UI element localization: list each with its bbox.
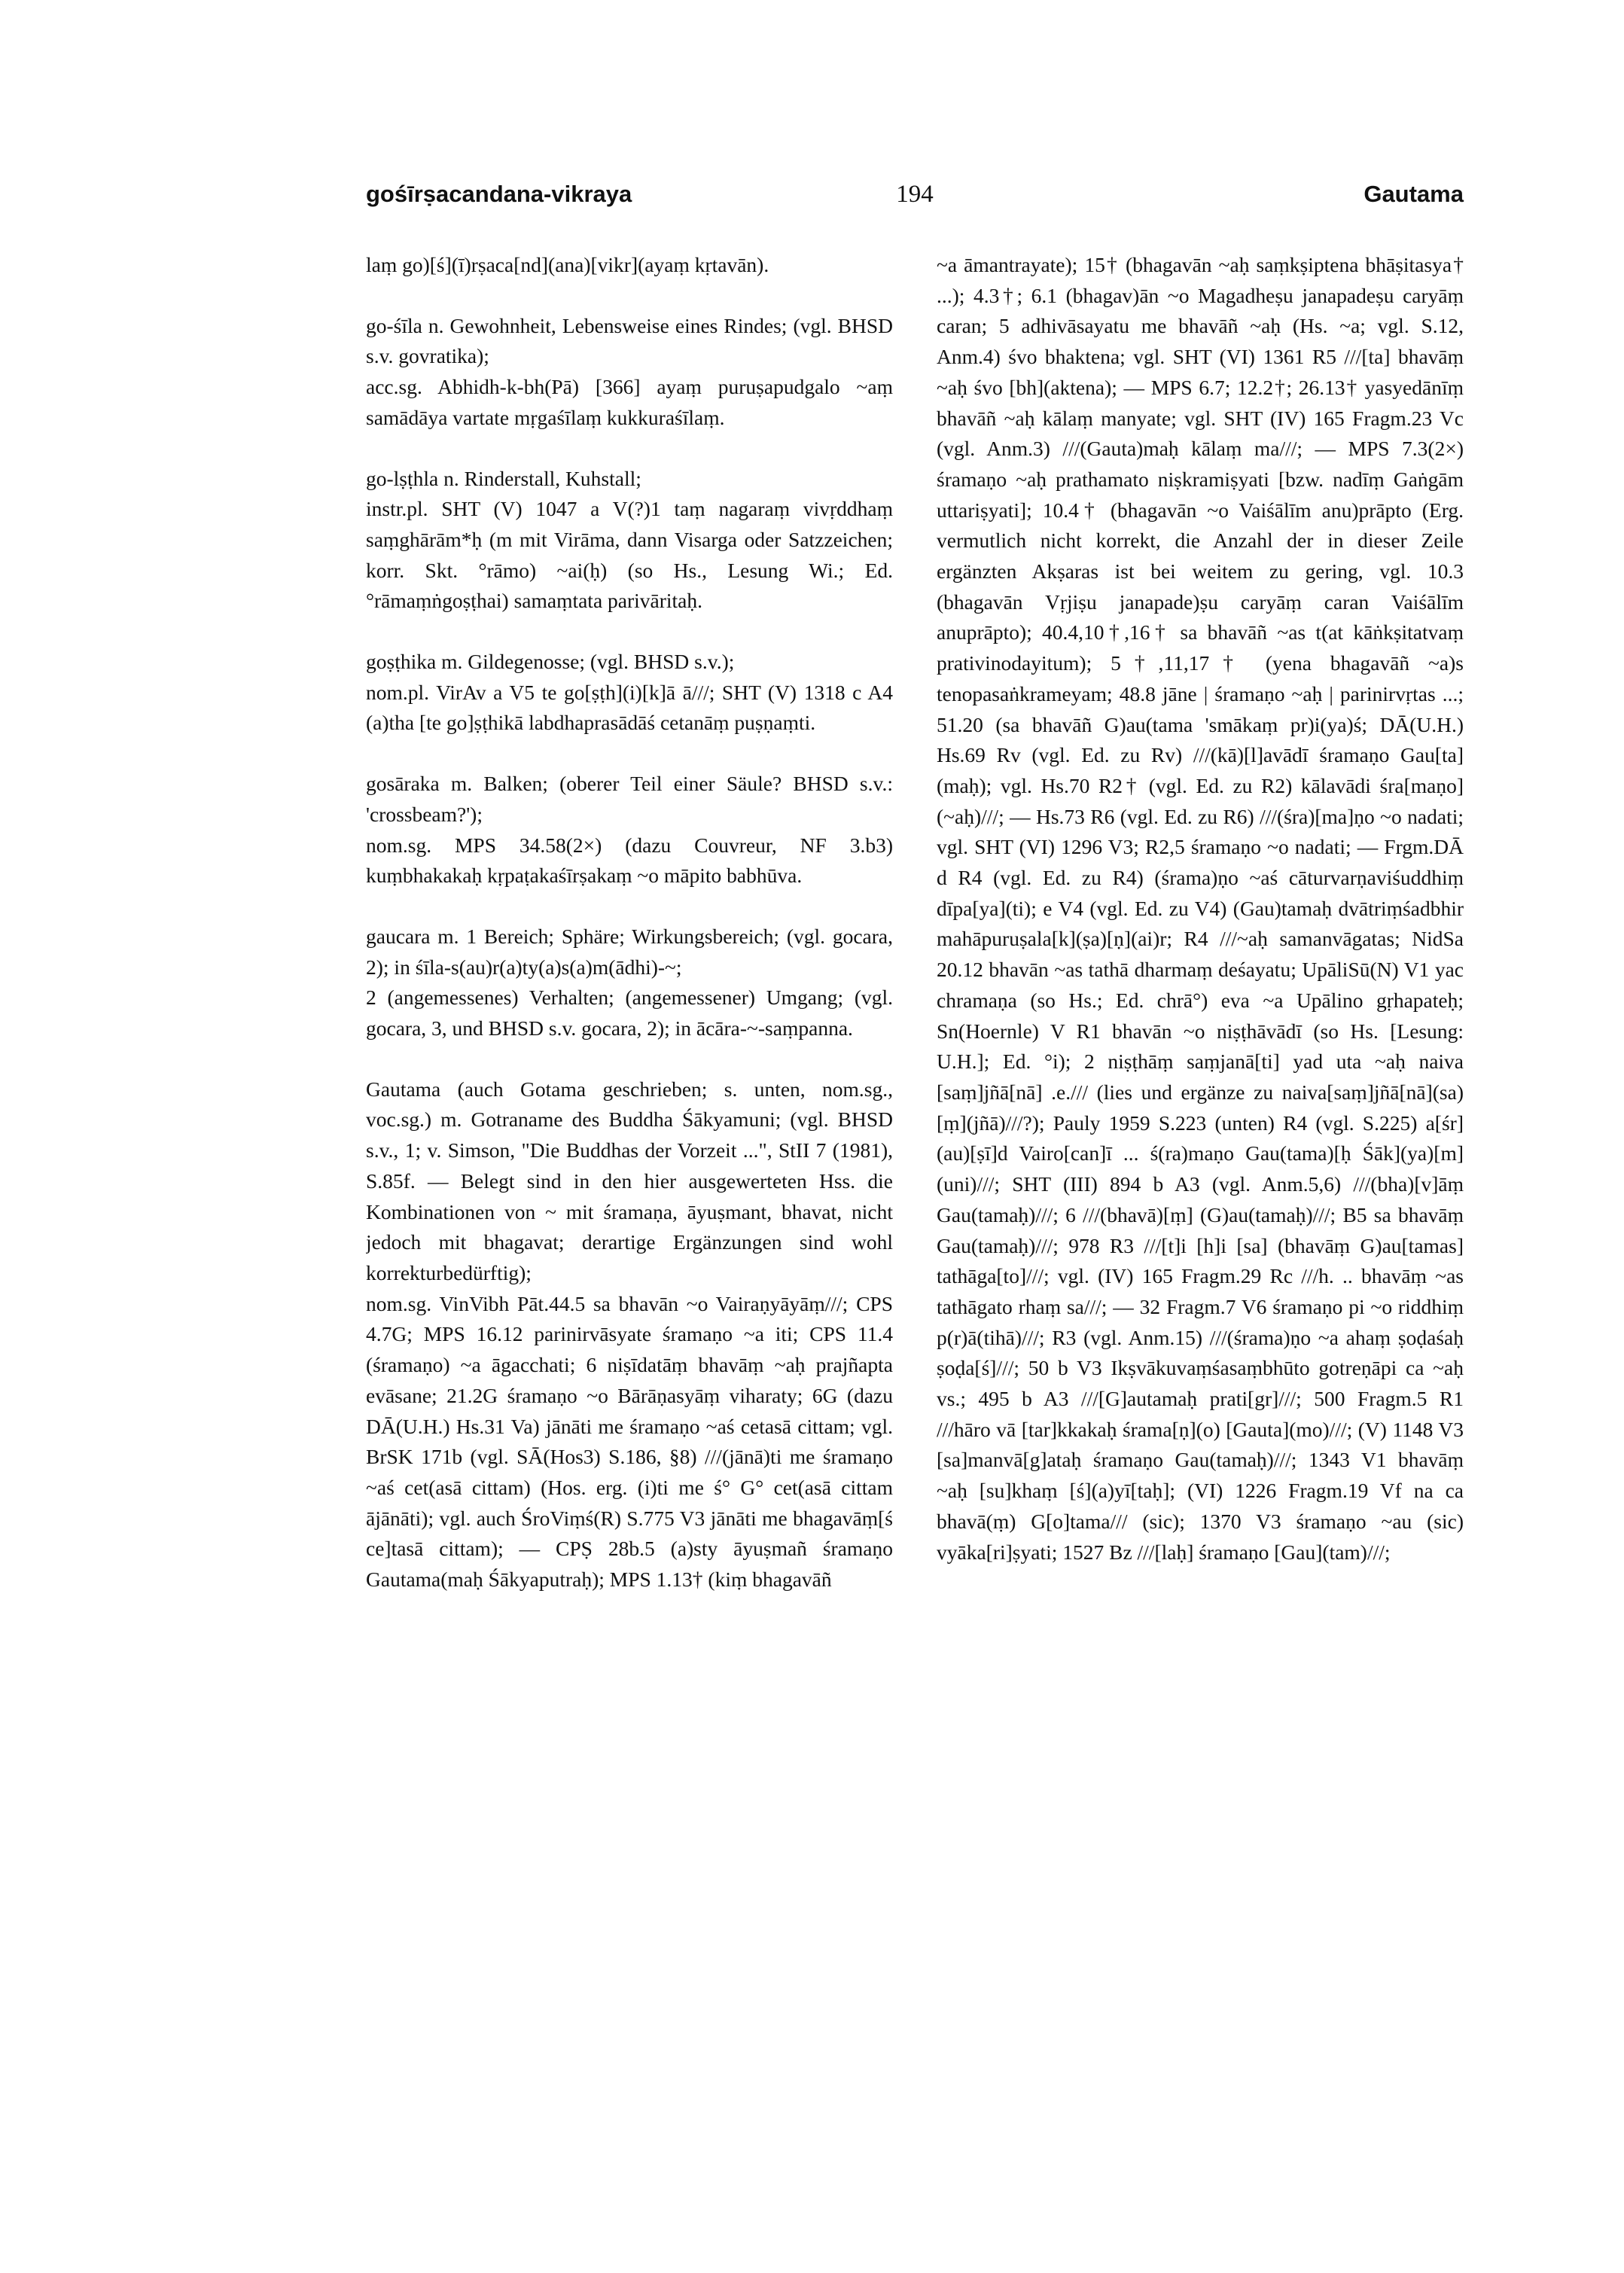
entry-headword-line: go-lṣṭhla n. Rinderstall, Kuhstall; xyxy=(366,466,641,490)
entry-gap xyxy=(366,1044,893,1074)
entry-gautama xyxy=(366,1074,893,1595)
entry-gap xyxy=(366,617,893,647)
entry-cont xyxy=(366,250,893,281)
entry-goSthla xyxy=(366,464,893,617)
entry-citation: acc.sg. Abhidh-k-bh(Pā) [366] ayaṃ puruṣapudgalo ~aṃ samādāya vartate mṛgaśīlaṃ kukkuraśīlaṃ. xyxy=(366,375,893,429)
header-right-entry: Gautama xyxy=(1363,181,1464,207)
entry-headword-line: goṣṭhika m. Gildegenosse; (vgl. BHSD s.v.); xyxy=(366,650,735,674)
entry-citation: nom.sg. MPS 34.58(2×) (dazu Couvreur, NF 3.b3) kuṃbhakakaḥ kṛpaṭakaśīrṣakaṃ ~o māpito babhūva. xyxy=(366,833,893,888)
entry-gosaraka xyxy=(366,769,893,891)
entry-headword-line: go-śīla n. Gewohnheit, Lebensweise eines Rindes; (vgl. BHSD s.v. govratika); xyxy=(366,313,893,368)
entry-gaucara xyxy=(366,922,893,1044)
entry-gap xyxy=(366,739,893,769)
gautama-entry-continued: ~a āmantrayate); 15† (bhagavān ~aḥ saṃkṣiptena bhāṣitasya† ...); 4.3†; 6.1 (bhagav)ān ~o Magadheṣu janapadeṣu caryāṃ caran; 5 adhivāsayatu me bhavāñ ~aḥ (Hs. ~a; vgl. S.12, Anm.4) śvo bhaktena; vgl. SHT (VI) 1361 R5 ///[ta] bhavāṃ ~aḥ śvo [bh](aktena); — MPS 6.7; 12.2†; 26.13† yasyedānīṃ bhavāñ ~aḥ kālaṃ manyate; vgl. SHT (IV) 165 Fragm.23 Vc (vgl. Anm.3) ///(Gauta)maḥ kālaṃ ma///; — MPS 7.3(2×) śramaṇo ~aḥ prathamato niṣkramiṣyati [bzw. nadīṃ Gaṅgām uttariṣyati]; 10.4† (bhagavān ~o Vaiśālīm anu)prāpto (Erg. vermutlich nicht korrekt, die Anzahl der in dieser Zeile ergänzten Akṣaras ist bei weitem zu gering, vgl. 10.3 (bhagavān Vṛjiṣu janapade)ṣu caryāṃ caran Vaiśālīm anuprāpto); 40.4,10†,16† sa bhavāñ ~as t(at kāṅkṣitatvaṃ prativinodayitum); 5†,11,17† (yena bhagavāñ ~a)s tenopasaṅkrameyam; 48.8 jāne | śramaṇo ~aḥ | parinirvṛtas ...; 51.20 (sa bhavāñ G)au(tama 'smākaṃ pr)i(ya)ś; DĀ(U.H.) Hs.69 Rv (vgl. Ed. zu Rv) ///(kā)[l]avādī śramaṇo Gau[ta](maḥ); vgl. Hs.70 R2† (vgl. Ed. zu R2) kālavādi śra[maṇo] (~aḥ)///; — Hs.73 R6 (vgl. Ed. zu R6) ///(śra)[ma]ṇo ~o nadati; vgl. SHT (VI) 1296 V3; R2,5 śramaṇo ~o nadati; — Frgm.DĀ d R4 (vgl. Ed. zu R4) (śrama)ṇo ~aś cāturvarṇaviśuddhiṃ dīpa[ya](ti); e V4 (vgl. Ed. zu V4) (Gau)tamaḥ dvātriṃśadbhir mahāpuruṣala[k](ṣa)[ṇ](ai)r; R4 ///~aḥ samanvāgatas; NidSa 20.12 bhavān ~as tathā dharmaṃ deśayatu; UpāliSū(N) V1 yac chramaṇa (so Hs.; Ed. chrā°) eva ~a Upālino gṛhapateḥ; Sn(Hoernle) V R1 bhavān ~o niṣṭhāvādī (so Hs. [Lesung: U.H.]; Ed. °i); 2 niṣṭhāṃ saṃjanā[ti] yad uta ~aḥ naiva [saṃ]jñā[nā] .e./// (lies und ergänze zu naiva[saṃ]jñā[nā](sa)[ṃ](jñā)///?); Pauly 1959 S.223 (unten) R4 (vgl. S.225) a[śr](au)[ṣī]d Vairo[can]ī ... ś(ra)maṇo Gau(tama)[ḥ Śāk](ya)[m](uni)///; SHT (III) 894 b A3 (vgl. Anm.5,6) ///(bha)[v]āṃ Gau(tamaḥ)///; 6 ///(bhavā)[ṃ] (G)au(tamaḥ)///; B5 sa bhavāṃ Gau(tamaḥ)///; 978 R3 ///[t]i [h]i [sa] (bhavāṃ G)au[tamas] tathāga[to]///; vgl. (IV) 165 Fragm.29 Rc ///h. .. bhavāṃ ~as tathāgato rhaṃ sa///; — 32 Fragm.7 V6 śramaṇo pi ~o riddhiṃ p(r)ā(tihā)///; R3 (vgl. Anm.15) ///(śrama)ṇo ~a ahaṃ ṣoḍaśaḥ ṣoḍa[ś]///; 50 b V3 Ikṣvākuvaṃśasaṃbhūto gotreṇāpi ca ~aḥ vs.; 495 b A3 ///[G]autamaḥ prati[gr]///; 500 Fragm.5 R1 ///hāro vā [tar]kkakaḥ śrama[ṇ](o) [Gauta](mo)///; (V) 1148 V3 [sa]manvā[g]ataḥ śramaṇo Gau(tamaḥ)///; 1343 V1 bhavāṃ ~aḥ [su]khaṃ [ś](a)yī[taḥ]; (VI) 1226 Fragm.19 Vf na ca bhavā(ṃ) G[o]tama/// (sic); 1370 V3 śramaṇo ~au (sic) vyāka[ri]ṣyati; 1527 Bz ///[laḥ] śramaṇo [Gau](tam)///; xyxy=(937,253,1464,1564)
page-number: 194 xyxy=(896,181,934,208)
entry-headword-line: gaucara m. 1 Bereich; Sphäre; Wirkungsbereich; (vgl. gocara, 2); in śīla-s(au)r(a)ty(a)s(a)m(ādhi)-~; xyxy=(366,924,893,979)
entry-gap xyxy=(366,891,893,922)
entry-citation: instr.pl. SHT (V) 1047 a V(?)1 taṃ nagaraṃ vivṛddhaṃ saṃghārām*ḥ (m mit Virāma, dann Visarga oder Satzzeichen; korr. Skt. °rāmo) ~ai(ḥ) (so Hs., Lesung Wi.; Ed. °rāmaṃṅgoṣṭhai) samaṃtata parivāritaḥ. xyxy=(366,497,893,613)
entry-citation: nom.pl. VirAv a V5 te go[ṣṭh](i)[k]ā ā///; SHT (V) 1318 c A4 (a)tha [te go]ṣṭhikā labdhaprasādāś cetanāṃ puṣṇaṃti. xyxy=(366,680,893,735)
entry-headword-line: laṃ go)[ś](ī)rṣaca[nd](ana)[vikr](ayaṃ kṛtavān). xyxy=(366,253,769,276)
left-column xyxy=(366,250,893,2223)
right-column xyxy=(937,250,1464,2223)
entry-headword-line: Gautama (auch Gotama geschrieben; s. unten, nom.sg., voc.sg.) m. Gotraname des Buddha Śākyamuni; (vgl. BHSD s.v., 1; v. Simson, "Die Buddhas der Vorzeit ...", StII 7 (1981), S.85f. — Belegt sind in den hier ausgewerteten Hss. die Kombinationen von ~ mit śramaṇa, āyuṣmant, bhavat, nicht jedoch mit bhagavat; derartige Ergänzungen sind wohl korrekturbedürftig); xyxy=(366,1077,893,1284)
entry-citation: 2 (angemessenes) Verhalten; (angemessener) Umgang; (vgl. gocara, 3, und BHSD s.v. gocara, 2); in ācāra-~-saṃpanna. xyxy=(366,986,893,1041)
entry-goSila xyxy=(366,311,893,434)
entry-citation: nom.sg. VinVibh Pāt.44.5 sa bhavān ~o Vairaṇyāyāṃ///; CPS 4.7G; MPS 16.12 parinirvāsyate śramaṇo ~a iti; CPS 11.4 (śramaṇo) ~a āgacchati; 6 niṣīdatāṃ bhavāṃ ~aḥ prajñapta evāsane; 21.2G śramaṇo ~o Bārāṇasyāṃ viharaty; 6G (dazu DĀ(U.H.) Hs.31 Va) jānāti me śramaṇo ~aś cetasā cittam; vgl. BrSK 171b (vgl. SĀ(Hos3) S.186, §8) ///(jānā)ti me śramaṇo ~aś cet(asā cittam) (Hos. erg. (i)ti me ś° G° cet(asā cittam ājānāti); vgl. auch ŚroViṃś(R) S.775 V3 jānāti me bhagavāṃ[ś ce]tasā cittam); — CPṢ 28b.5 (a)sty āyuṣmañ śramaṇo Gautama(maḥ Śākyaputraḥ); MPS 1.13† (kiṃ bhagavāñ xyxy=(366,1291,893,1592)
entry-gap xyxy=(366,434,893,464)
entry-gap xyxy=(366,281,893,311)
header-entry-range: gośīrṣacandana-vikraya xyxy=(366,181,632,207)
entry-gosthika xyxy=(366,647,893,739)
running-header xyxy=(366,176,1464,212)
entry-headword-line: gosāraka m. Balken; (oberer Teil einer Säule? BHSD s.v.: 'crossbeam?'); xyxy=(366,772,893,826)
